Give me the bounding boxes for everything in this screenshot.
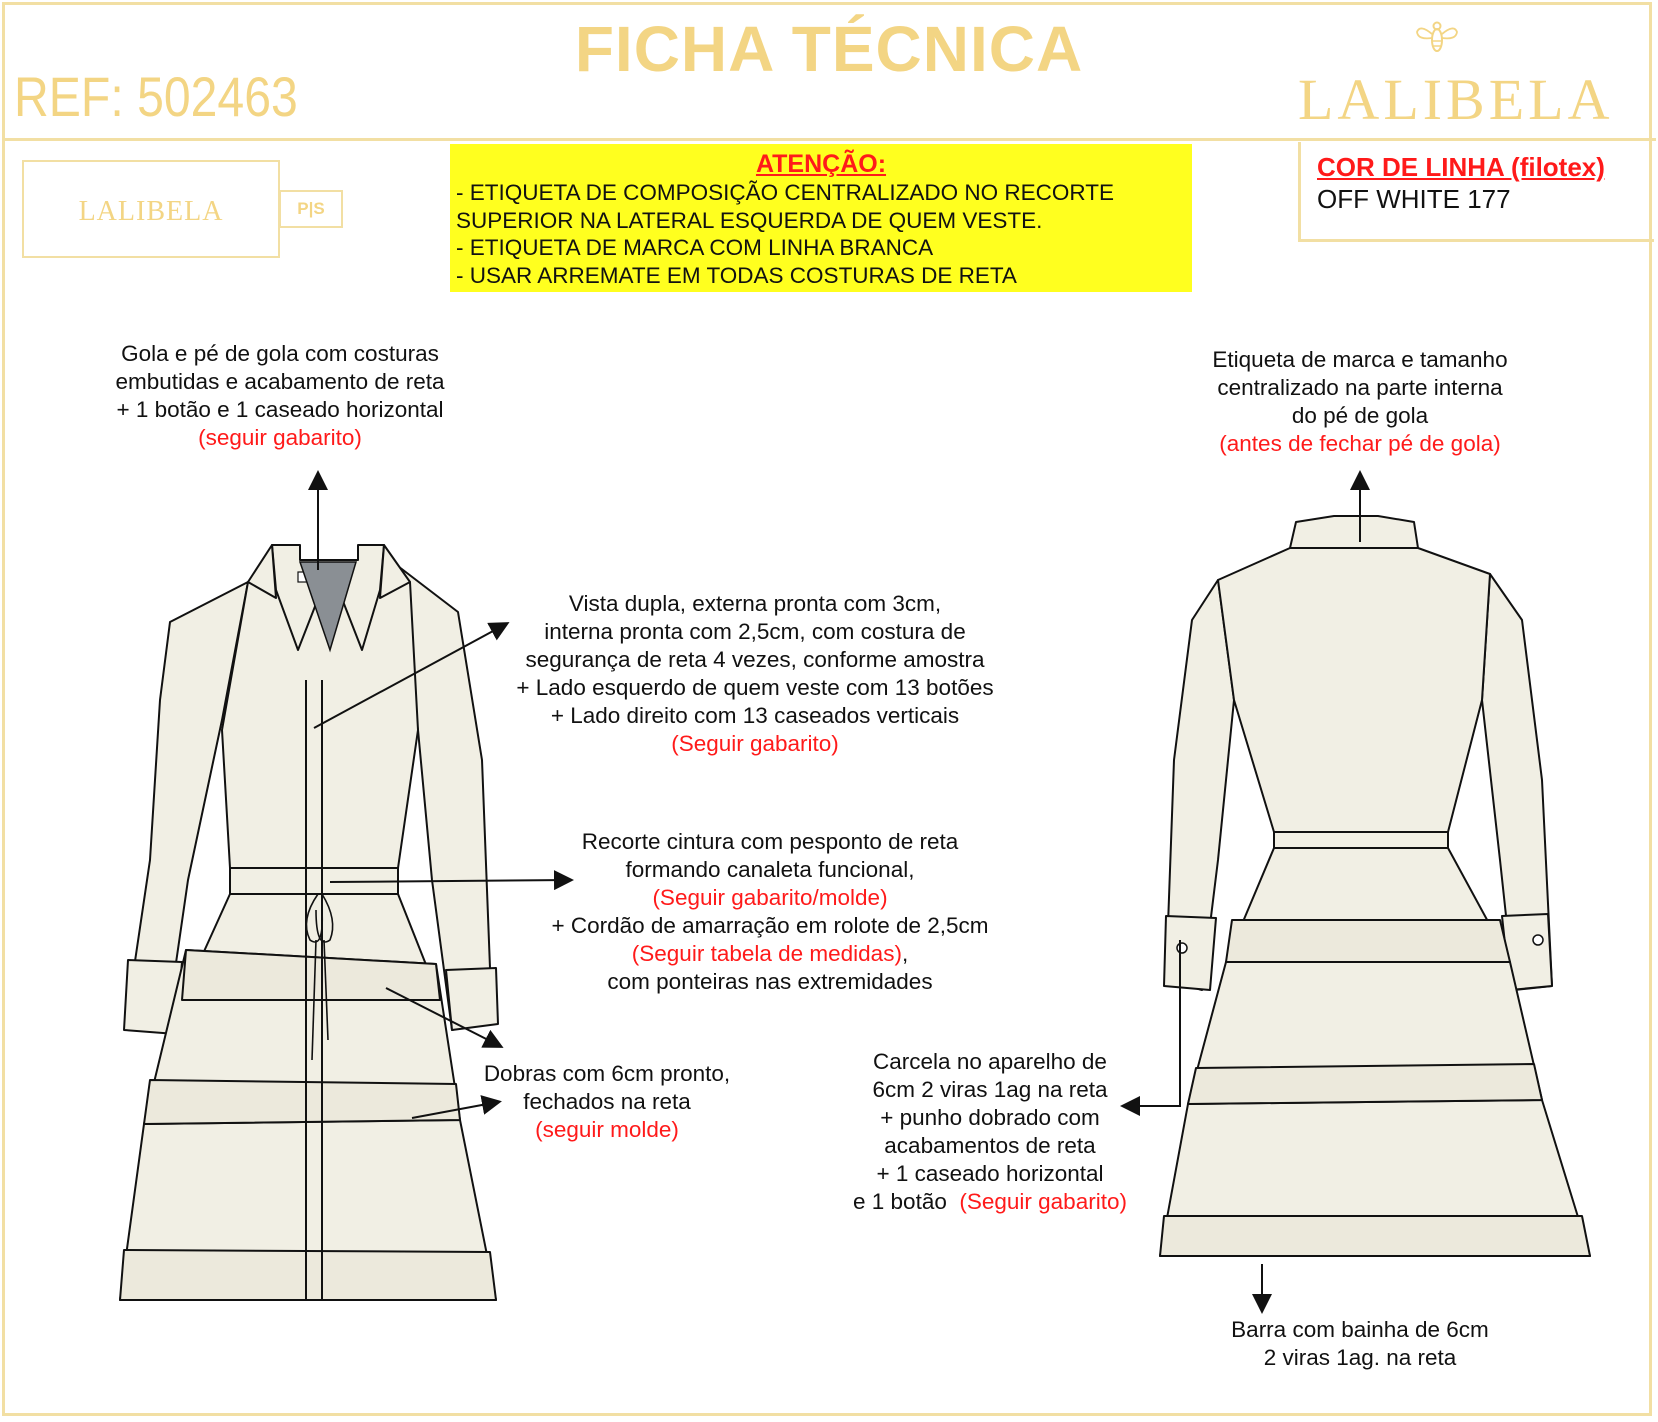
note-line: centralizado na parte interna: [1217, 375, 1503, 400]
note-line: 6cm 2 viras 1ag na reta: [872, 1077, 1108, 1102]
note-line: segurança de reta 4 vezes, conforme amostra: [525, 647, 985, 672]
note-line: formando canaleta funcional,: [625, 857, 915, 882]
note-hem: [1180, 1316, 1540, 1372]
note-line: com ponteiras nas extremidades: [607, 969, 933, 994]
reference-number: REF: 502463: [14, 65, 298, 128]
note-cuff: [830, 1048, 1150, 1216]
note-line: + Lado esquerdo de quem veste com 13 botões: [516, 675, 994, 700]
note-line: Vista dupla, externa pronta com 3cm,: [568, 591, 942, 616]
back-dress-drawing: [1160, 516, 1590, 1256]
note-waist: [500, 828, 1040, 996]
note-red-line: (Seguir gabarito/molde): [652, 885, 888, 910]
back-bodice: [1218, 548, 1490, 832]
note-red-line: (antes de fechar pé de gola): [1219, 431, 1501, 456]
note-folds: [462, 1060, 752, 1144]
note-line: + punho dobrado com: [880, 1105, 1100, 1130]
note-red-inline: (Seguir tabela de medidas): [631, 941, 902, 966]
note-comma: ,: [901, 941, 909, 966]
thread-color-heading: COR DE LINHA (filotex): [1317, 152, 1605, 182]
note-red-line: (Seguir gabarito): [671, 731, 839, 756]
attention-line: - USAR ARREMATE EM TODAS COSTURAS DE RETA: [456, 262, 1017, 288]
note-line: + Lado direito com 13 caseados verticais: [550, 703, 960, 728]
size-label-sample: P|S: [279, 190, 343, 228]
note-line: e 1 botão: [853, 1189, 947, 1214]
note-line: embutidas e acabamento de reta: [115, 369, 445, 394]
note-line: 2 viras 1ag. na reta: [1263, 1345, 1457, 1370]
note-line: Barra com bainha de 6cm: [1231, 1317, 1489, 1342]
note-red-line: (seguir gabarito): [198, 425, 362, 450]
note-red-inline: (Seguir gabarito): [959, 1189, 1127, 1214]
front-right-cuff: [446, 968, 498, 1030]
thread-color-value: OFF WHITE 177: [1317, 184, 1511, 214]
note-line: Recorte cintura com pesponto de reta: [581, 829, 959, 854]
attention-line: - ETIQUETA DE COMPOSIÇÃO CENTRALIZADO NO RECORTE: [456, 180, 1114, 205]
attention-line: SUPERIOR NA LATERAL ESQUERDA DE QUEM VESTE.: [456, 207, 1043, 233]
back-waistband: [1274, 832, 1448, 848]
attention-heading: ATENÇÃO:: [755, 150, 887, 178]
back-collar: [1290, 516, 1418, 548]
note-placket: [470, 590, 1040, 758]
note-line: + Cordão de amarração em rolote de 2,5cm: [551, 913, 989, 938]
note-line: interna pronta com 2,5cm, com costura de: [544, 619, 966, 644]
note-line: + 1 caseado horizontal: [876, 1161, 1104, 1186]
page-title: FICHA TÉCNICA: [574, 13, 1084, 85]
label-brand-text: LALIBELA: [78, 196, 224, 227]
brand-logo: LALIBELA: [1298, 67, 1614, 132]
note-line: fechados na reta: [523, 1089, 691, 1114]
note-line: Etiqueta de marca e tamanho: [1212, 347, 1508, 372]
note-line: do pé de gola: [1291, 403, 1429, 428]
note-line: Gola e pé de gola com costuras: [121, 341, 439, 366]
back-left-cuff: [1164, 916, 1216, 990]
note-line: Carcela no aparelho de: [873, 1049, 1107, 1074]
note-red-line: (seguir molde): [535, 1117, 679, 1142]
note-line: + 1 botão e 1 caseado horizontal: [116, 397, 444, 422]
note-line: acabamentos de reta: [884, 1133, 1096, 1158]
note-line: Dobras com 6cm pronto,: [483, 1061, 731, 1086]
note-back-label: [1170, 346, 1550, 458]
attention-line: - ETIQUETA DE MARCA COM LINHA BRANCA: [456, 235, 934, 260]
note-collar: [80, 340, 480, 452]
